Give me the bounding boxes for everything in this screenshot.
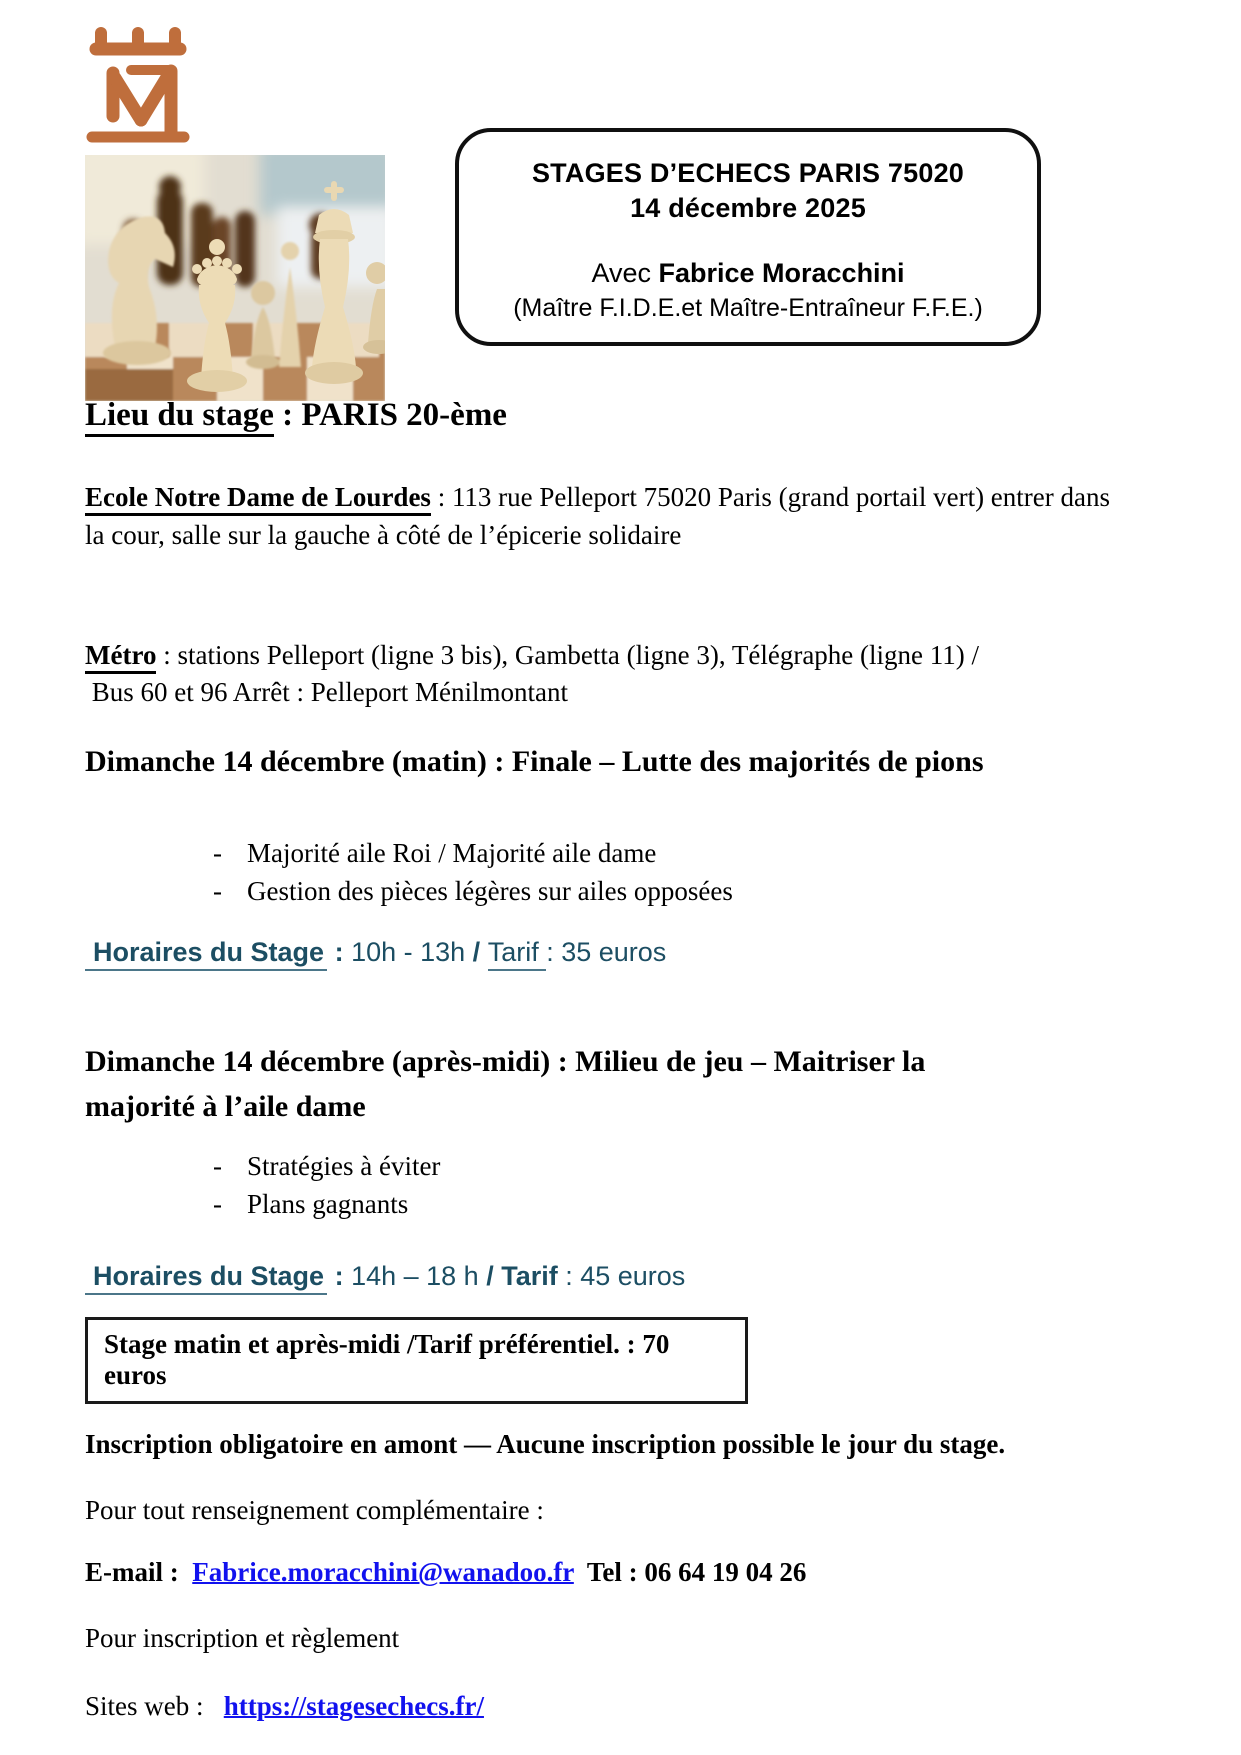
combo-price-box — [85, 1317, 748, 1404]
school-info — [85, 478, 1115, 554]
afternoon-bullet-list — [85, 1147, 440, 1223]
list-item — [85, 1147, 440, 1185]
schedule-slash: / — [465, 937, 488, 967]
bullet-text: Majorité aile Roi / Majorité aile dame — [247, 838, 657, 868]
instructor-name: Fabrice Moracchini — [658, 258, 905, 288]
bullet-dash: - — [213, 876, 222, 906]
course-date: 14 décembre 2025 — [630, 193, 866, 223]
session-afternoon-heading: Dimanche 14 décembre (après-midi) : Milieu de jeu – Maitriser la majorité à l’aile dame — [85, 1045, 926, 1123]
email-link[interactable]: Fabrice.moracchini@wanadoo.fr — [192, 1557, 574, 1587]
chess-photo — [85, 155, 385, 401]
schedule-label: Horaires du Stage — [85, 1261, 327, 1295]
schedule-time: 14h – 18 h — [351, 1261, 479, 1291]
schedule-colon: : — [327, 1261, 352, 1291]
session-morning-heading: Dimanche 14 décembre (matin) : Finale – Lutte des majorités de pions — [85, 745, 984, 778]
title-box — [455, 128, 1041, 346]
schedule-morning — [85, 937, 666, 968]
chess-pieces-image — [85, 155, 385, 401]
metro-info — [85, 637, 1130, 711]
website-link[interactable]: https://stagesechecs.fr/ — [223, 1691, 484, 1721]
email-label: E-mail : — [85, 1557, 193, 1587]
chess-club-logo — [82, 24, 194, 146]
morning-bullet-list — [85, 834, 733, 910]
tarif-value: : 35 euros — [546, 937, 667, 967]
bullet-dash: - — [213, 1189, 222, 1219]
list-item — [85, 872, 733, 910]
schedule-afternoon — [85, 1261, 685, 1292]
bus-details: Bus 60 et 96 Arrêt : Pelleport Ménilmontant — [85, 677, 568, 707]
schedule-label: Horaires du Stage — [85, 937, 327, 971]
sites-label: Sites web : — [85, 1691, 224, 1721]
mandatory-registration-note: Inscription obligatoire en amont — Aucune inscription possible le jour du stage. — [85, 1429, 1006, 1459]
schedule-colon: : — [327, 937, 352, 967]
school-name: Ecole Notre Dame de Lourdes — [85, 482, 431, 516]
school-details: : 113 rue Pelleport 75020 Paris (grand portail vert) entrer dans la cour, salle sur la gauche à côté de l’épicerie solidaire — [85, 482, 1117, 550]
list-item — [85, 834, 733, 872]
bullet-text: Plans gagnants — [247, 1189, 409, 1219]
location-heading-value: : PARIS 20-ème — [273, 397, 507, 433]
schedule-slash: / — [478, 1261, 502, 1291]
bullet-text: Stratégies à éviter — [247, 1151, 441, 1181]
metro-label: Métro — [85, 640, 156, 674]
instructor-credentials: (Maître F.I.D.E.et Maître-Entraîneur F.F.E.) — [513, 294, 983, 322]
location-heading — [85, 396, 1130, 434]
tarif-value: : 45 euros — [557, 1261, 686, 1291]
combo-offer-text: Stage matin et après-midi /Tarif préférentiel. : 70 euros — [104, 1329, 670, 1390]
schedule-time: 10h - 13h — [351, 937, 466, 967]
instructor-line — [459, 256, 1037, 291]
bullet-dash: - — [213, 838, 222, 868]
tarif-label: Tarif — [488, 937, 547, 971]
sites-line — [85, 1687, 1225, 1725]
info-line: Pour tout renseignement complémentaire : — [85, 1495, 544, 1525]
title-box-spacer — [459, 226, 1037, 256]
location-heading-label: Lieu du stage — [85, 397, 274, 437]
email-line — [85, 1553, 1225, 1591]
bullet-text: Gestion des pièces légères sur ailes opposées — [247, 876, 733, 906]
metro-details: : stations Pelleport (ligne 3 bis), Gambetta (ligne 3), Télégraphe (ligne 11) / — [156, 640, 980, 670]
tarif-label: Tarif — [501, 1261, 558, 1291]
course-title: STAGES D’ECHECS PARIS 75020 — [531, 158, 965, 188]
bullet-dash: - — [213, 1151, 222, 1181]
phone-number: Tel : 06 64 19 04 26 — [573, 1557, 807, 1587]
list-item — [85, 1185, 440, 1223]
payment-line: Pour inscription et règlement — [85, 1623, 400, 1653]
m-crown-logo-icon — [82, 24, 194, 146]
with-prefix: Avec — [591, 258, 659, 288]
